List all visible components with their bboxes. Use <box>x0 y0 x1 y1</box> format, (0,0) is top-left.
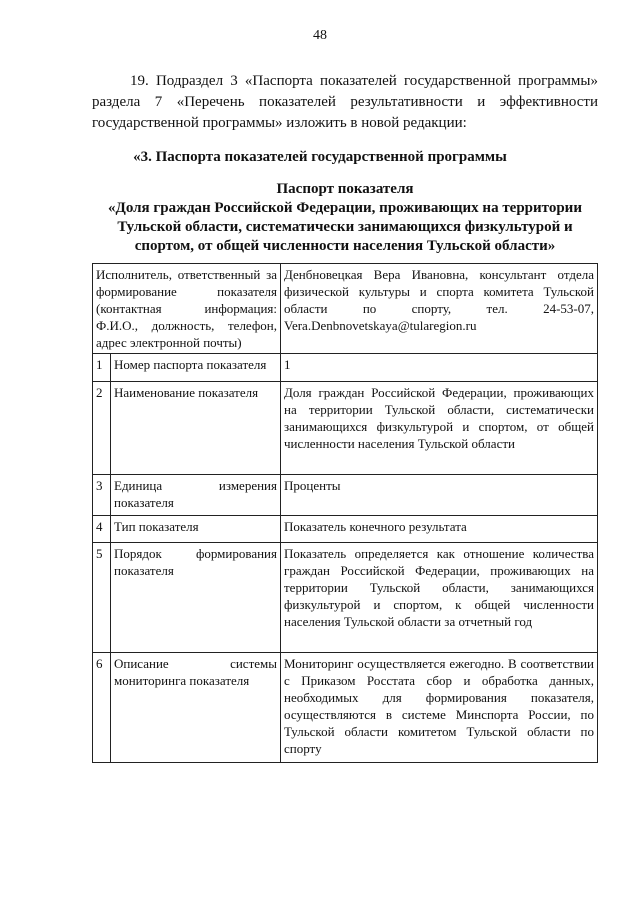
row-label: Единица измерения показателя <box>111 475 281 516</box>
row-value: Доля граждан Российской Федерации, проживающих на территории Тульской области, систематически занимающихся физкультурой и спортом, от общей численности населения Тульской области <box>281 382 598 475</box>
row-value: 1 <box>281 354 598 382</box>
table-row <box>93 382 598 475</box>
row-value: Мониторинг осуществляется ежегодно. В соответствии с Приказом Росстата сбор и обработка данных, необходимых для формирования показателя, осуществляются в системе Минспорта России, по Тульской области комитетом Тульской области по спорту <box>281 653 598 763</box>
indicator-title: «Доля граждан Российской Федерации, проживающих на территории Тульской области, систематически занимающихся физкультурой и спортом, от общей численности населения Тульской области» <box>108 200 582 254</box>
intro-text: 19. Подраздел 3 «Паспорта показателей государственной программы» раздела 7 «Перечень показателей результативности и эффективности государственной программы» изложить в новой редакции: <box>92 73 598 131</box>
table-row <box>93 354 598 382</box>
row-number: 3 <box>93 475 111 516</box>
row-label: Наименование показателя <box>111 382 281 475</box>
section-title: «3. Паспорта показателей государственной программы <box>133 149 507 165</box>
passport-table <box>92 263 598 763</box>
table-row <box>93 475 598 516</box>
row-label: Описание системы мониторинга показателя <box>111 653 281 763</box>
table-row <box>93 653 598 763</box>
table-row <box>93 516 598 543</box>
intro-paragraph <box>92 71 598 134</box>
row-value: Показатель конечного результата <box>281 516 598 543</box>
row-number: 1 <box>93 354 111 382</box>
table-row-executor <box>93 264 598 354</box>
row-number: 2 <box>93 382 111 475</box>
row-value: Проценты <box>281 475 598 516</box>
row-number: 5 <box>93 543 111 653</box>
row-number: 6 <box>93 653 111 763</box>
passport-heading: Паспорт показателя <box>276 181 414 197</box>
executor-label-cell: Исполнитель, ответственный за формирование показателя (контактная информация: Ф.И.О., должность, телефон, адрес электронной почты) <box>93 264 281 354</box>
passport-title-block <box>92 180 598 256</box>
row-label: Порядок формирования показателя <box>111 543 281 653</box>
row-number: 4 <box>93 516 111 543</box>
row-value: Показатель определяется как отношение количества граждан Российской Федерации, проживающих на территории Тульской области, занимающихся физкультурой и спортом, к общей численности населения Тульской области за отчетный год <box>281 543 598 653</box>
page-number: 48 <box>313 28 327 43</box>
row-label: Номер паспорта показателя <box>111 354 281 382</box>
table-row <box>93 543 598 653</box>
executor-value-cell: Денбновецкая Вера Ивановна, консультант отдела физической культуры и спорта комитета Тульской области по спорту, тел. 24-53-07, Vera.Denbnovetskaya@tularegion.ru <box>281 264 598 354</box>
row-label: Тип показателя <box>111 516 281 543</box>
